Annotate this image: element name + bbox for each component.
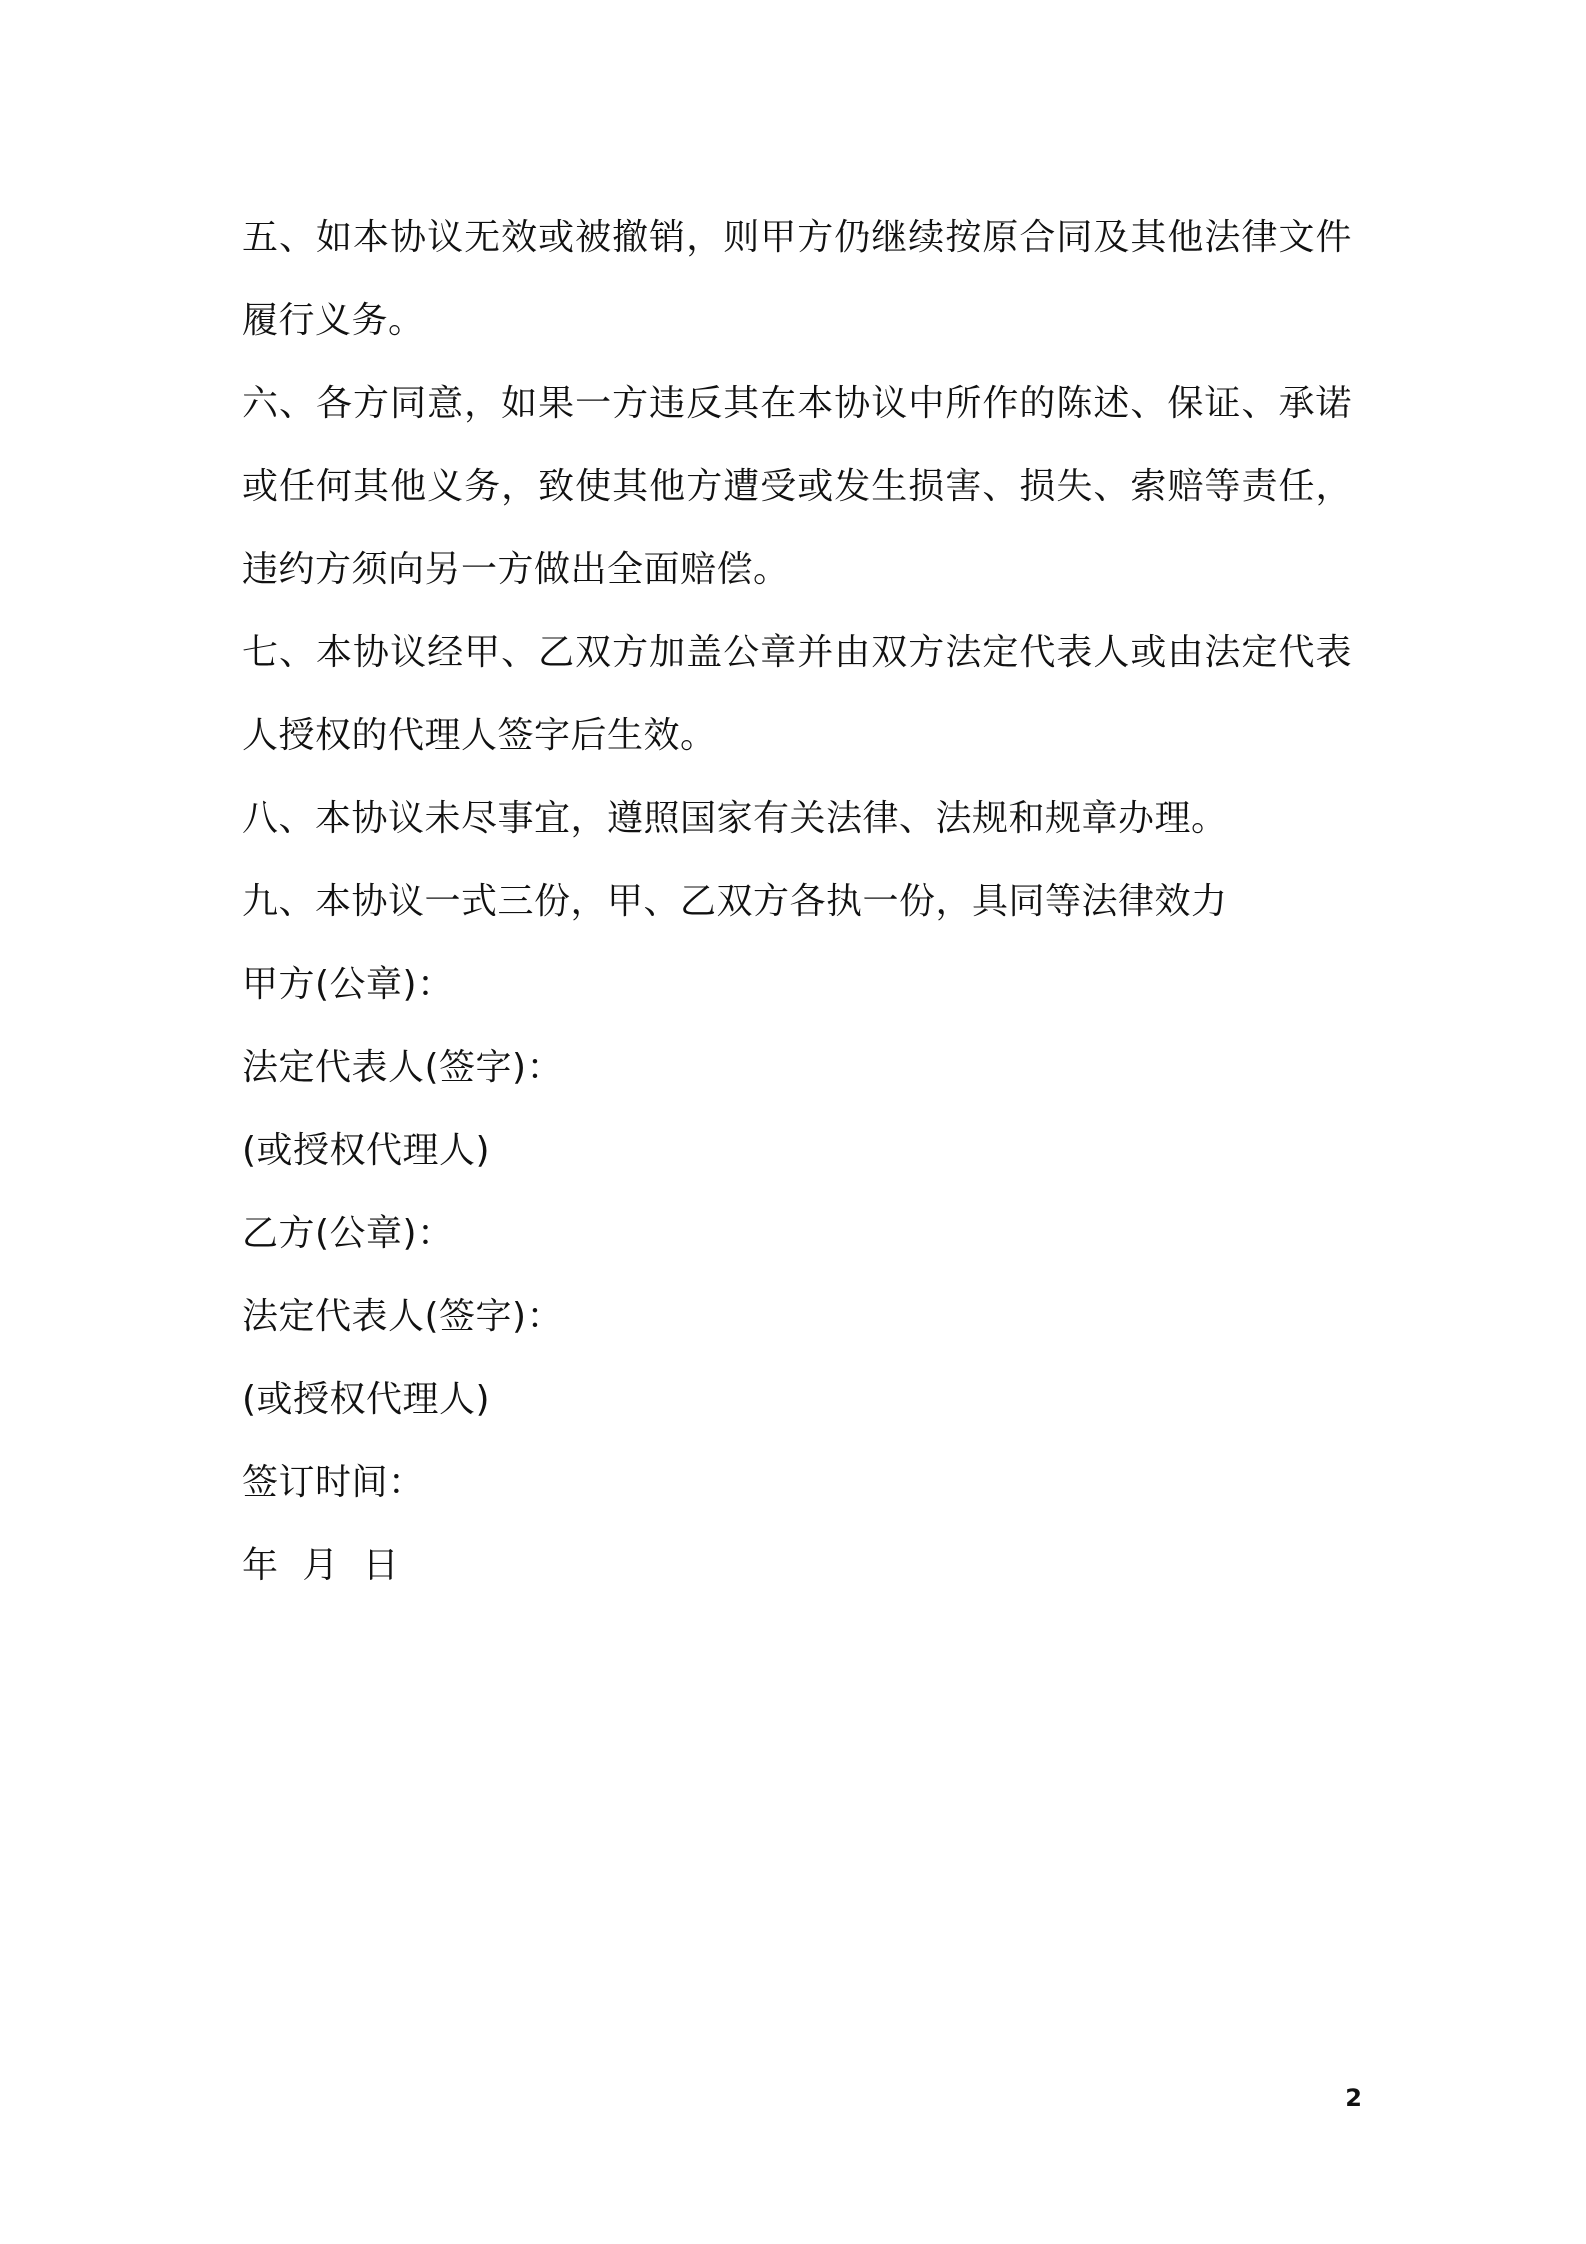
party-b-agent-line: (或授权代理人) (242, 1379, 491, 1420)
party-a-representative-line: 法定代表人(签字)： (242, 1047, 564, 1088)
clause-6: 六、各方同意，如果一方违反其在本协议中所作的陈述、保证、承诺或任何其他义务，致使其他方遭受或发生损害、损失、索赔等责任，违约方须向另一方做出全面赔偿。 (242, 383, 1352, 590)
signing-date-line: 年 月 日 (242, 1545, 400, 1586)
clause-8: 八、本协议未尽事宜，遵照国家有关法律、法规和规章办理。 (242, 798, 1228, 839)
page-number: 2 (1345, 2084, 1362, 2112)
document-body (242, 196, 1352, 1607)
party-a-seal-line: 甲方(公章)： (242, 964, 454, 1005)
clause-7: 七、本协议经甲、乙双方加盖公章并由双方法定代表人或由法定代表人授权的代理人签字后生效。 (242, 632, 1352, 756)
signing-time-line: 签订时间： (242, 1462, 425, 1503)
party-a-agent-line: (或授权代理人) (242, 1130, 491, 1171)
party-b-seal-line: 乙方(公章)： (242, 1213, 454, 1254)
clause-5: 五、如本协议无效或被撤销，则甲方仍继续按原合同及其他法律文件履行义务。 (242, 217, 1352, 341)
party-b-representative-line: 法定代表人(签字)： (242, 1296, 564, 1337)
clause-9: 九、本协议一式三份，甲、乙双方各执一份，具同等法律效力 (242, 881, 1228, 922)
